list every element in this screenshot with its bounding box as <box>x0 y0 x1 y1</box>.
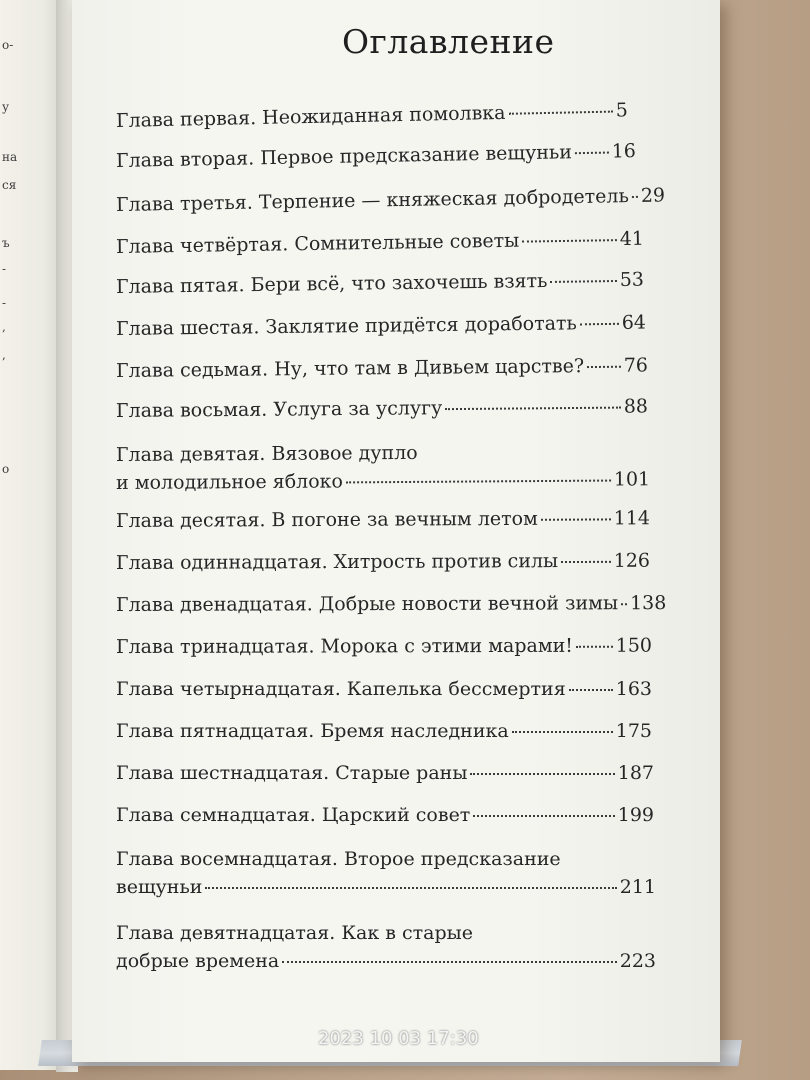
toc-entry <box>116 228 644 258</box>
toc-entry-label-line1: Глава девятнадцатая. Как в старые <box>116 922 474 944</box>
toc-page-number: 138 <box>630 592 667 615</box>
left-page-fragment: о <box>2 462 10 476</box>
toc-entry-label: Глава шестнадцатая. Старые раны <box>116 762 468 784</box>
toc-entry-label: Глава пятнадцатая. Бремя наследника <box>116 720 509 742</box>
toc-entry <box>116 395 648 422</box>
toc-entry <box>116 507 650 532</box>
toc-entry <box>115 592 667 616</box>
toc-entry <box>116 354 648 382</box>
toc-entry <box>116 99 628 132</box>
toc-page-number: 175 <box>615 720 652 742</box>
toc-page-number: 150 <box>615 634 653 657</box>
left-page-fragment: о- <box>2 38 14 52</box>
toc-leader-dots <box>522 239 616 242</box>
toc-entry <box>116 922 656 972</box>
left-page-fragment: у <box>2 100 10 114</box>
toc-entry-label: Глава шестая. Заклятие придётся доработать <box>115 312 577 340</box>
toc-entry-label: Глава десятая. В погоне за вечным летом <box>115 507 538 532</box>
right-page <box>72 0 720 1062</box>
toc-page-number: 41 <box>619 227 645 251</box>
toc-page-number: 53 <box>619 268 645 291</box>
toc-leader-dots <box>575 152 609 155</box>
toc-entry <box>116 550 650 574</box>
toc-entry-label: Глава двенадцатая. Добрые новости вечной зимы <box>115 592 619 616</box>
toc-leader-dots <box>541 518 611 520</box>
left-page-fragment: - <box>2 296 7 310</box>
toc-page-number: 126 <box>613 549 651 572</box>
toc-leader-dots <box>282 961 616 963</box>
toc-page-number: 88 <box>623 395 649 418</box>
toc-page-number: 187 <box>617 762 654 784</box>
toc-entry-label: Глава третья. Терпение — княжеская добродетель <box>115 185 630 216</box>
toc-entry <box>116 848 656 898</box>
toc-page-number: 16 <box>611 140 637 163</box>
toc-entry <box>116 140 636 172</box>
toc-entry-label-line1: Глава восемнадцатая. Второе предсказание <box>116 848 561 870</box>
left-page-fragment: - <box>2 262 7 276</box>
toc-title: Оглавление <box>342 22 555 61</box>
toc-entry <box>115 184 666 216</box>
toc-entry-label: Глава первая. Неожиданная помолвка <box>115 101 506 132</box>
toc-entry-label: Глава восьмая. Услуга за услугу <box>115 397 443 422</box>
toc-entry-label: Глава вторая. Первое предсказание вещуньи <box>115 141 573 172</box>
toc-page-number: 76 <box>623 354 649 377</box>
toc-entry-label: Глава четвёртая. Сомнительные советы <box>115 229 520 258</box>
toc-page-number: 114 <box>613 507 651 530</box>
toc-entry-label: Глава пятая. Бери всё, что захочешь взять <box>115 269 548 298</box>
toc-page-number: 5 <box>615 99 629 122</box>
toc-entry <box>116 635 652 658</box>
toc-entry <box>116 804 654 826</box>
toc-page-number: 211 <box>619 876 656 898</box>
left-page-fragment: , <box>2 320 6 334</box>
toc-page-number: 223 <box>619 950 656 972</box>
toc-entry-label: и молодильное яблоко <box>116 470 344 494</box>
left-page-fragment: ся <box>2 178 17 192</box>
toc-page-number: 199 <box>617 804 654 826</box>
toc-leader-dots <box>346 480 611 484</box>
toc-leader-dots <box>445 407 621 411</box>
toc-entry <box>116 269 644 298</box>
toc-leader-dots <box>561 561 611 563</box>
toc-leader-dots <box>470 773 614 775</box>
toc-page-number: 29 <box>640 184 666 207</box>
toc-page-number: 101 <box>613 468 651 491</box>
toc-entry-label: Глава семнадцатая. Царский совет <box>116 804 471 826</box>
toc-leader-dots <box>550 280 616 283</box>
toc-entry <box>116 720 652 742</box>
toc-entry <box>116 312 646 340</box>
toc-entry <box>116 678 652 700</box>
left-page-fragment: ъ <box>2 236 10 250</box>
toc-page-number: 163 <box>615 678 652 700</box>
toc-entry-label: добрые времена <box>116 950 280 972</box>
left-page-fragment: на <box>2 150 18 164</box>
toc-entry-label: Глава тринадцатая. Морока с этими марами! <box>115 634 573 658</box>
toc-entry-label-line1: Глава девятая. Вязовое дупло <box>115 441 418 467</box>
toc-entry-label: вещуньи <box>116 876 203 898</box>
toc-leader-dots <box>512 731 613 733</box>
toc-leader-dots <box>632 196 638 198</box>
toc-leader-dots <box>205 887 616 889</box>
toc-entry-label: Глава четырнадцатая. Капелька бессмертия <box>116 678 566 700</box>
toc-entry <box>116 762 654 784</box>
toc-leader-dots <box>580 323 619 325</box>
toc-leader-dots <box>621 603 627 605</box>
left-page <box>0 0 62 1070</box>
toc-leader-dots <box>509 111 613 115</box>
toc-entry <box>116 440 650 494</box>
photo-timestamp: 2023 10 03 17:30 <box>318 1028 479 1049</box>
left-page-fragment: , <box>2 348 6 362</box>
toc-leader-dots <box>587 366 621 368</box>
toc-leader-dots <box>576 646 613 648</box>
toc-leader-dots <box>473 815 614 817</box>
toc-page-number: 64 <box>621 311 647 334</box>
toc-entry-label: Глава седьмая. Ну, что там в Дивьем царстве? <box>115 355 585 382</box>
toc-leader-dots <box>569 689 613 691</box>
toc-entry-label: Глава одиннадцатая. Хитрость против силы <box>115 550 559 574</box>
